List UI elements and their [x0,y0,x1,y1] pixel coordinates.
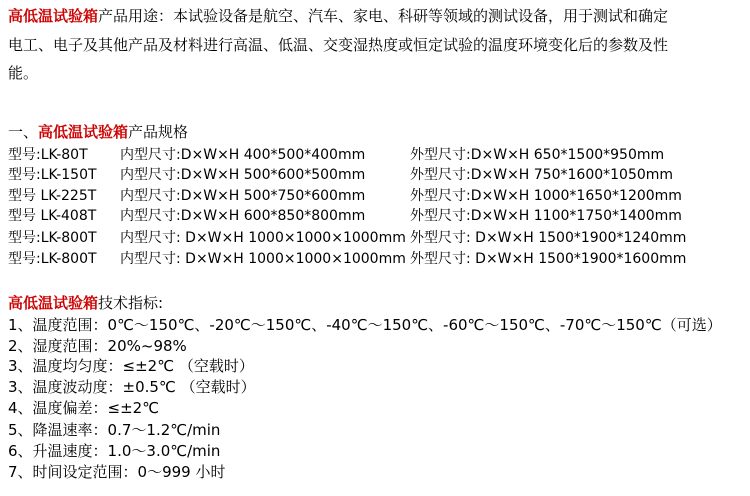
intro-line-2: 电工、电子及其他产品及材料进行高温、低温、交变湿热度或恒定试验的温度环境变化后的参数及性 [8,36,669,54]
spec-outer-size: 外型尺寸:D×W×H 650*1500*950mm [410,147,665,163]
spec-outer-size: 外型尺寸:D×W×H 1000*1650*1200mm [410,188,682,204]
product-name-highlight: 高低温试验箱 [8,7,99,25]
spec-model: 型号 LK-225T [8,188,97,204]
tech-item: 4、温度偏差：≤±2℃ [8,399,160,417]
tech-item: 2、湿度范围：20%~98% [8,337,187,355]
spec-outer-size: 外型尺寸:D×W×H 750*1600*1050mm [410,167,674,183]
spec-row [8,165,748,185]
intro-line-3: 能。 [8,64,39,82]
tech-item: 3、温度波动度：±0.5℃ （空载时） [8,378,256,396]
spec-row [8,145,748,165]
intro-line-1-text: 产品用途：本试验设备是航空、汽车、家电、科研等领域的测试设备，用于测试和确定 [98,7,669,25]
spec-inner-size: 内型尺寸: D×W×H 1000×1000×1000mm [120,230,406,246]
spec-outer-size: 外型尺寸: D×W×H 1500*1900*1600mm [410,251,687,267]
tech-item: 5、降温速率：0.7～1.2℃/min [8,421,221,439]
spec-outer-size: 外型尺寸: D×W×H 1500*1900*1240mm [410,230,687,246]
spec-model: 型号 LK-408T [8,208,97,224]
specs-heading [8,122,188,142]
spec-inner-size: 内型尺寸:D×W×H 400*500*400mm [120,147,366,163]
tech-item: 1、温度范围：0℃～150℃、-20℃～150℃、-40℃～150℃、-60℃～150℃、-70℃～150℃（可选） [8,316,722,334]
spec-model: 型号:LK-800T [8,251,97,267]
spec-row [8,249,748,269]
spec-model: 型号:LK-150T [8,167,97,183]
spec-inner-size: 内型尺寸:D×W×H 500*750*600mm [120,188,366,204]
spec-inner-size: 内型尺寸:D×W×H 500*600*500mm [120,167,366,183]
intro-line-1 [8,6,668,26]
specs-heading-prefix: 一、 [8,123,39,141]
spec-model: 型号:LK-800T [8,230,97,246]
specs-heading-highlight: 高低温试验箱 [38,123,129,141]
tech-item: 6、升温速度：1.0～3.0℃/min [8,442,221,460]
tech-heading-highlight: 高低温试验箱 [8,294,99,312]
spec-inner-size: 内型尺寸:D×W×H 600*850*800mm [120,208,366,224]
specs-heading-suffix: 产品规格 [128,123,189,141]
spec-outer-size: 外型尺寸:D×W×H 1100*1750*1400mm [410,208,682,224]
spec-row [8,186,748,206]
spec-model: 型号:LK-80T [8,147,88,163]
spec-row [8,228,748,248]
spec-inner-size: 内型尺寸: D×W×H 1000×1000×1000mm [120,251,406,267]
tech-item: 3、温度均匀度：≤±2℃ （空载时） [8,357,254,375]
tech-heading-suffix: 技术指标: [98,294,164,312]
tech-item: 7、时间设定范围：0～999 小时 [8,463,226,481]
spec-row [8,206,748,226]
tech-heading [8,293,163,313]
